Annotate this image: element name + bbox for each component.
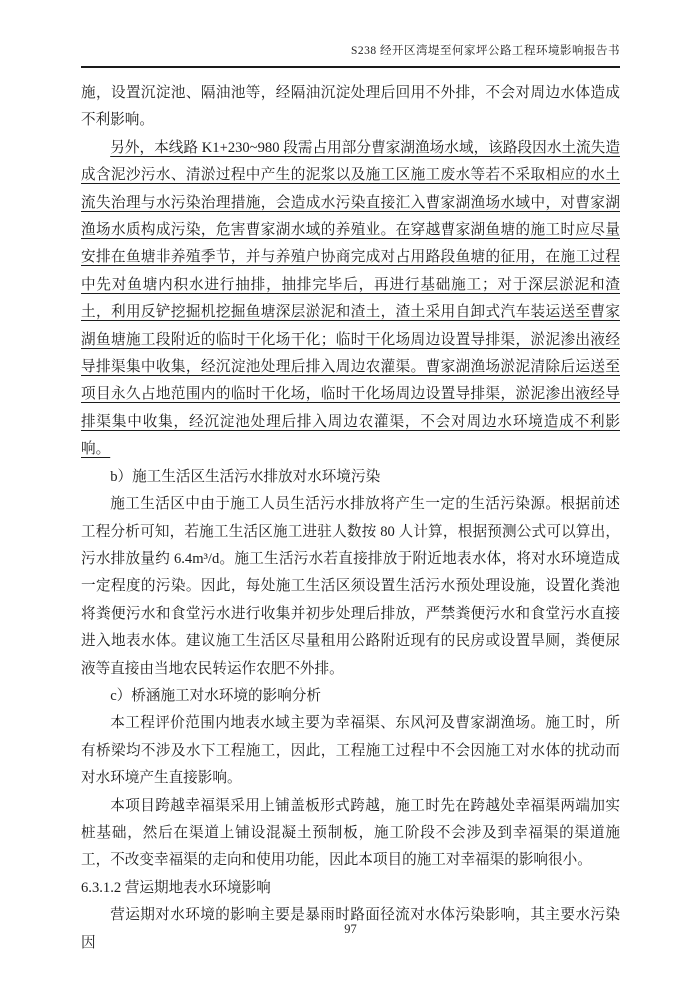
paragraph: 本项目跨越幸福渠采用上铺盖板形式跨越，施工时先在跨越处幸福渠两端加实桩基础，然后在渠道上铺设混凝土预制板，施工阶段不会涉及到幸福渠的渠道施工，不改变幸福渠的走向和使用功能，因此本项目的施工对幸福渠的影响很小。 — [81, 797, 620, 869]
paragraph: 本工程评价范围内地表水域主要为幸福渠、东风河及曹家湖渔场。施工时，所有桥梁均不涉及水下工程施工，因此，工程施工过程中不会因施工对水体的扰动而对水环境产生直接影响。 — [81, 715, 620, 787]
header-divider — [81, 66, 620, 68]
subsection-heading-c: c）桥涵施工对水环境的影响分析 — [110, 687, 321, 704]
section-heading-6-3-1-2: 6.3.1.2 营运期地表水环境影响 — [81, 879, 271, 896]
paragraph: 营运期对水环境的影响主要是暴雨时路面径流对水体污染影响，其主要水污染因 — [81, 907, 620, 951]
subsection-heading-b: b）施工生活区生活污水排放对水环境污染 — [110, 468, 381, 485]
page-number: 97 — [344, 922, 357, 936]
paragraph-underlined: 另外，本线路 K1+230~980 段需占用部分曹家湖渔场水域，该路段因水土流失造成含泥沙污水、清淤过程中产生的泥浆以及施工区施工废水等若不采取相应的水土流失治理与水污染治理措施，会造成水污染直接汇入曹家湖渔场水域中，对曹家湖渔场水质构成污染，危害曹家湖水域的养殖业。在穿越曹家湖鱼塘的施工时应尽量安排在鱼塘非养殖季节，并与养殖户协商完成对占用路段鱼塘的征用，在施工过程中先对鱼塘内积水进行抽排，抽排完毕后，再进行基础施工；对于深层淤泥和渣土，利用反铲挖掘机挖掘鱼塘深层淤泥和渣土，渣土采用自卸式汽车装运送至曹家湖鱼塘施工段附近的临时干化场干化；临时干化场周边设置导排渠，淤泥渗出液经导排渠集中收集，经沉淀池处理后排入周边农灌渠。曹家湖渔场淤泥清除后运送至项目永久占地范围内的临时干化场，临时干化场周边设置导排渠，淤泥渗出液经导排渠集中收集，经沉淀池处理后排入周边农灌渠，不会对周边水环境造成不利影响。 — [81, 139, 620, 458]
page-header-title: S238 经开区湾堤至何家坪公路工程环境影响报告书 — [350, 45, 620, 57]
paragraph-continued: 施，设置沉淀池、隔油池等，经隔油沉淀处理后回用不外排，不会对周边水体造成不利影响。 — [81, 85, 620, 129]
paragraph: 施工生活区中由于施工人员生活污水排放将产生一定的生活污染源。根据前述工程分析可知，若施工生活区施工进驻人数按 80 人计算，根据预测公式可以算出，污水排放量约 6.4m³/d。施工生活污水若直接排放于附近地表水体，将对水环境造成一定程度的污染。因此，每处施工生活区须设置生活污水预处理设施，设置化粪池将粪便污水和食堂污水进行收集并初步处理后排放，严禁粪便污水和食堂污水直接进入地表水体。建议施工生活区尽量租用公路附近现有的民房或设置旱厕，粪便尿液等直接由当地农民转运作农肥不外排。 — [81, 496, 620, 677]
document-body — [81, 80, 620, 957]
